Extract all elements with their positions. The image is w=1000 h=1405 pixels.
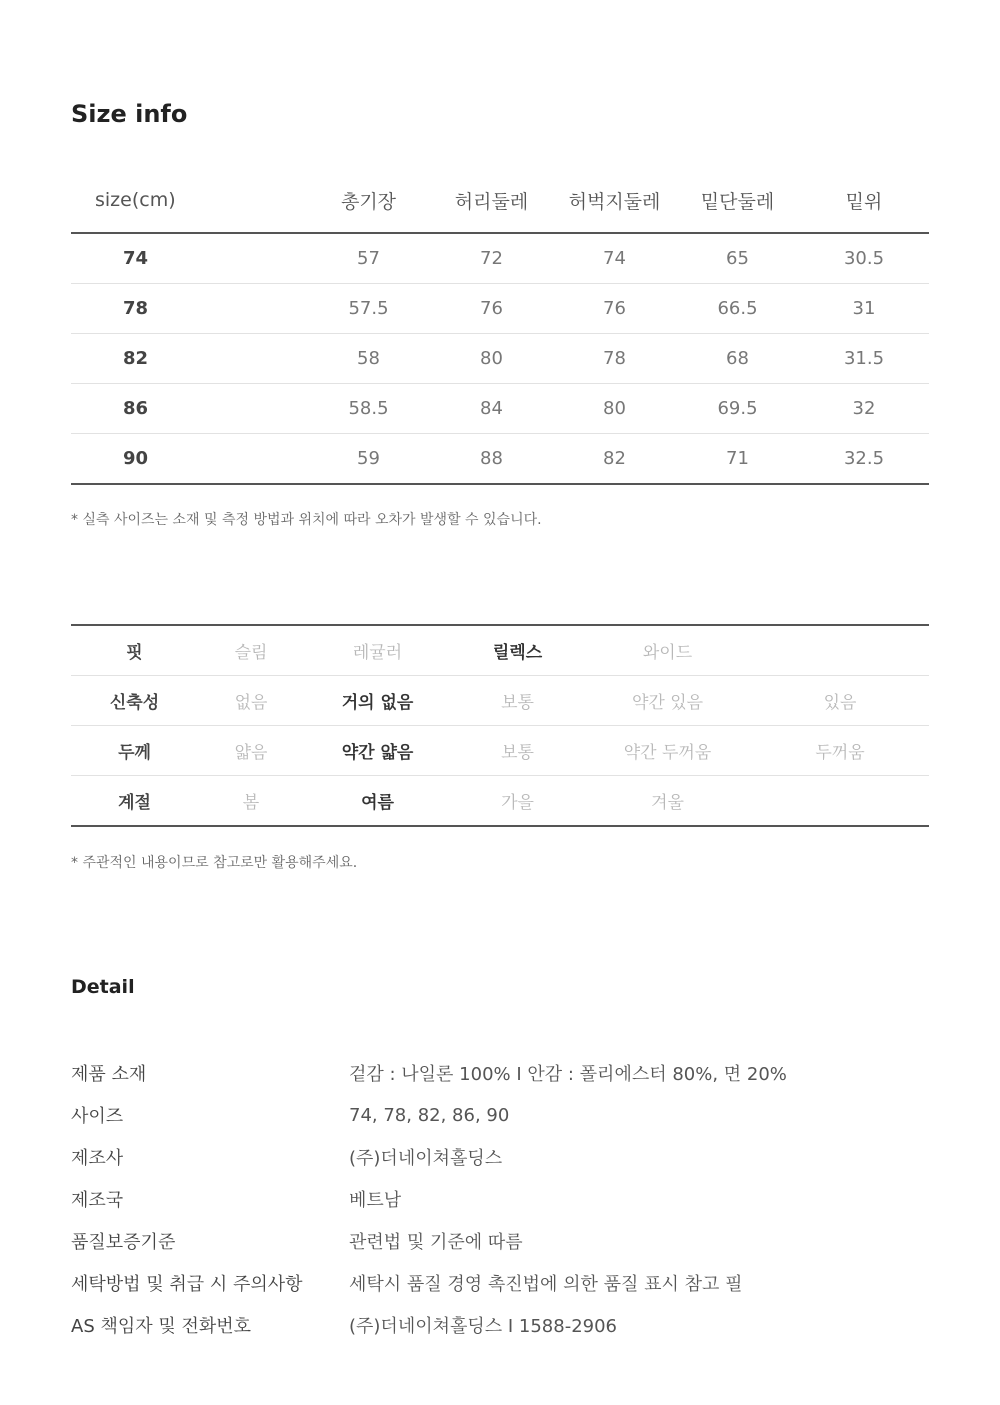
season-option: 여름	[304, 776, 451, 827]
detail-value: (주)더네이쳐홀딩스	[349, 1148, 503, 1169]
size-info-title: Size info	[71, 100, 188, 128]
measurement-cell: 32.5	[799, 434, 929, 485]
detail-row-as-contact	[71, 1304, 931, 1346]
measurement-cell: 69.5	[676, 384, 799, 434]
measurement-cell: 65	[676, 233, 799, 284]
detail-value: 겉감 : 나일론 100% I 안감 : 폴리에스터 80%, 면 20%	[349, 1064, 787, 1085]
measurement-cell: 88	[430, 434, 553, 485]
measurement-cell: 82	[553, 434, 676, 485]
stretch-label: 신축성	[71, 676, 198, 726]
thickness-option: 약간 두꺼움	[584, 726, 751, 776]
detail-title: Detail	[71, 976, 135, 998]
size-cell: 74	[71, 233, 307, 284]
detail-label: 제품 소재	[71, 1064, 147, 1085]
thickness-option: 약간 얇음	[304, 726, 451, 776]
measurement-cell: 57.5	[307, 284, 430, 334]
size-cell: 86	[71, 384, 307, 434]
detail-value: 세탁시 품질 경영 촉진법에 의한 품질 표시 참고 필	[349, 1274, 743, 1295]
measurement-cell: 72	[430, 233, 553, 284]
measurement-cell: 80	[553, 384, 676, 434]
measurement-cell: 32	[799, 384, 929, 434]
stretch-option: 거의 없음	[304, 676, 451, 726]
measurement-cell: 66.5	[676, 284, 799, 334]
detail-row-country	[71, 1178, 931, 1220]
measurement-cell: 76	[553, 284, 676, 334]
size-table	[71, 168, 929, 485]
measurement-cell: 84	[430, 384, 553, 434]
measurement-cell: 76	[430, 284, 553, 334]
size-cell: 78	[71, 284, 307, 334]
column-header: 허리둘레	[430, 168, 553, 233]
detail-row-manufacturer	[71, 1136, 931, 1178]
measurement-cell: 59	[307, 434, 430, 485]
measurement-cell: 31.5	[799, 334, 929, 384]
detail-value: 베트남	[349, 1190, 402, 1211]
detail-row-care	[71, 1262, 931, 1304]
column-header: 밑단둘레	[676, 168, 799, 233]
measurement-cell: 57	[307, 233, 430, 284]
table-row	[71, 434, 929, 485]
stretch-option: 약간 있음	[584, 676, 751, 726]
fit-option: 레귤러	[304, 625, 451, 676]
fit-row	[71, 625, 929, 676]
table-row	[71, 284, 929, 334]
thickness-row	[71, 726, 929, 776]
fit-option: 슬림	[198, 625, 304, 676]
size-disclaimer: * 실측 사이즈는 소재 및 측정 방법과 위치에 따라 오차가 발생할 수 있습니다.	[71, 512, 542, 528]
size-table-header-row	[71, 168, 929, 233]
table-row	[71, 334, 929, 384]
detail-value: (주)더네이쳐홀딩스 I 1588-2906	[349, 1316, 618, 1337]
size-cell: 90	[71, 434, 307, 485]
measurement-cell: 58	[307, 334, 430, 384]
detail-row-size	[71, 1094, 931, 1136]
detail-label: 제조국	[71, 1190, 124, 1211]
detail-value: 관련법 및 기준에 따름	[349, 1232, 523, 1253]
size-cell: 82	[71, 334, 307, 384]
fit-option	[751, 625, 929, 676]
detail-row-warranty	[71, 1220, 931, 1262]
season-option: 봄	[198, 776, 304, 827]
season-option: 겨울	[584, 776, 751, 827]
fit-option: 릴렉스	[451, 625, 584, 676]
stretch-option: 없음	[198, 676, 304, 726]
table-row	[71, 233, 929, 284]
fit-option: 와이드	[584, 625, 751, 676]
stretch-option: 보통	[451, 676, 584, 726]
thickness-option: 보통	[451, 726, 584, 776]
measurement-cell: 71	[676, 434, 799, 485]
detail-label: 세탁방법 및 취급 시 주의사항	[71, 1274, 303, 1295]
thickness-option: 두꺼움	[751, 726, 929, 776]
season-label: 계절	[71, 776, 198, 827]
fit-disclaimer: * 주관적인 내용이므로 참고로만 활용해주세요.	[71, 855, 358, 871]
measurement-cell: 74	[553, 233, 676, 284]
column-header: size(cm)	[71, 168, 307, 233]
measurement-cell: 30.5	[799, 233, 929, 284]
detail-row-material	[71, 1052, 931, 1094]
detail-list	[71, 1052, 931, 1346]
thickness-option: 얇음	[198, 726, 304, 776]
column-header: 밑위	[799, 168, 929, 233]
measurement-cell: 80	[430, 334, 553, 384]
season-option	[751, 776, 929, 827]
detail-label: 제조사	[71, 1148, 124, 1169]
thickness-label: 두께	[71, 726, 198, 776]
detail-value: 74, 78, 82, 86, 90	[349, 1104, 510, 1126]
measurement-cell: 78	[553, 334, 676, 384]
fit-guide-table	[71, 624, 929, 827]
fit-label: 핏	[71, 625, 198, 676]
stretch-option: 있음	[751, 676, 929, 726]
detail-label: 사이즈	[71, 1106, 124, 1127]
stretch-row	[71, 676, 929, 726]
column-header: 허벅지둘레	[553, 168, 676, 233]
season-row	[71, 776, 929, 827]
measurement-cell: 58.5	[307, 384, 430, 434]
season-option: 가을	[451, 776, 584, 827]
detail-label: AS 책임자 및 전화번호	[71, 1316, 252, 1337]
column-header: 총기장	[307, 168, 430, 233]
detail-label: 품질보증기준	[71, 1232, 176, 1253]
table-row	[71, 384, 929, 434]
measurement-cell: 68	[676, 334, 799, 384]
measurement-cell: 31	[799, 284, 929, 334]
